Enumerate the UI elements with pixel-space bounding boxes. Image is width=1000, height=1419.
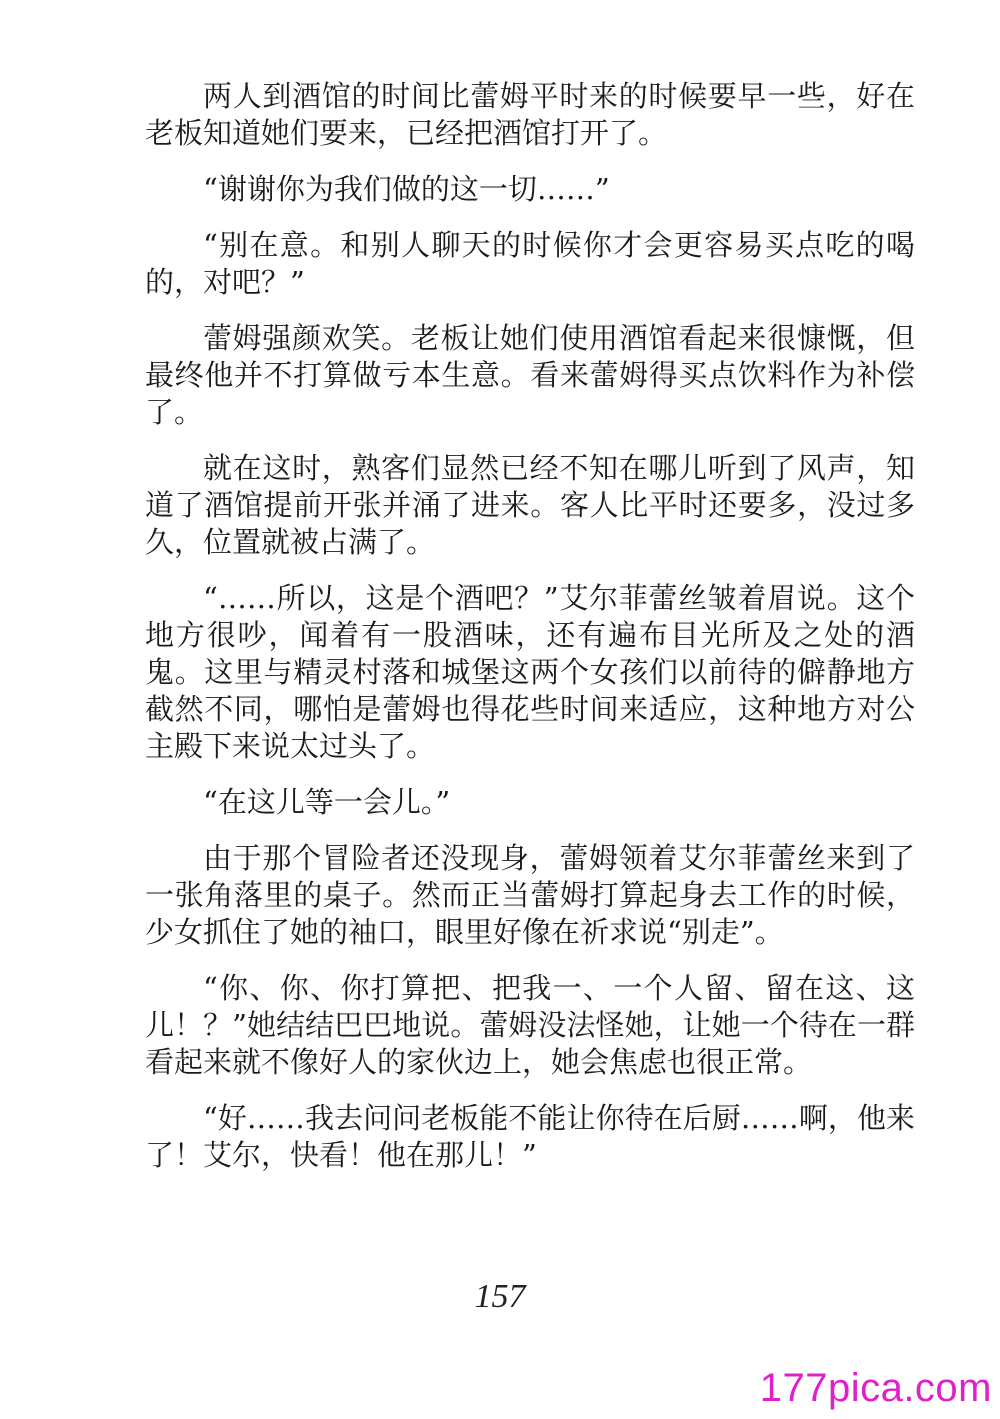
paragraph: 蕾姆强颜欢笑。老板让她们使用酒馆看起来很慷慨，但最终他并不打算做亏本生意。看来蕾姆得买点饮料作为补偿了。 bbox=[145, 321, 915, 429]
paragraph: “你、你、你打算把、把我一、一个人留、留在这、这儿！？”她结结巴巴地说。蕾姆没法怪她，让她一个待在一群看起来就不像好人的家伙边上，她会焦虑也很正常。 bbox=[145, 971, 915, 1079]
paragraph: “在这儿等一会儿。” bbox=[203, 785, 451, 819]
watermark: 177pica.com bbox=[759, 1366, 992, 1410]
page-body bbox=[145, 78, 915, 1193]
paragraph: “谢谢你为我们做的这一切……” bbox=[203, 172, 610, 206]
paragraph: 两人到酒馆的时间比蕾姆平时来的时候要早一些，好在老板知道她们要来，已经把酒馆打开了。 bbox=[145, 79, 915, 150]
paragraph: “好……我去问问老板能不能让你待在后厨……啊，他来了！艾尔，快看！他在那儿！” bbox=[145, 1101, 915, 1172]
paragraph: 就在这时，熟客们显然已经不知在哪儿听到了风声，知道了酒馆提前开张并涌了进来。客人比平时还要多，没过多久，位置就被占满了。 bbox=[145, 451, 915, 559]
paragraph: 由于那个冒险者还没现身，蕾姆领着艾尔菲蕾丝来到了一张角落里的桌子。然而正当蕾姆打算起身去工作的时候，少女抓住了她的袖口，眼里好像在祈求说“别走”。 bbox=[145, 841, 915, 949]
page-number: 157 bbox=[474, 1278, 526, 1315]
paragraph: “……所以，这是个酒吧？”艾尔菲蕾丝皱着眉说。这个地方很吵，闻着有一股酒味，还有遍布目光所及之处的酒鬼。这里与精灵村落和城堡这两个女孩们以前待的僻静地方截然不同，哪怕是蕾姆也得花些时间来适应，这种地方对公主殿下来说太过头了。 bbox=[145, 581, 915, 763]
paragraph: “别在意。和别人聊天的时候你才会更容易买点吃的喝的，对吧？” bbox=[145, 228, 915, 299]
